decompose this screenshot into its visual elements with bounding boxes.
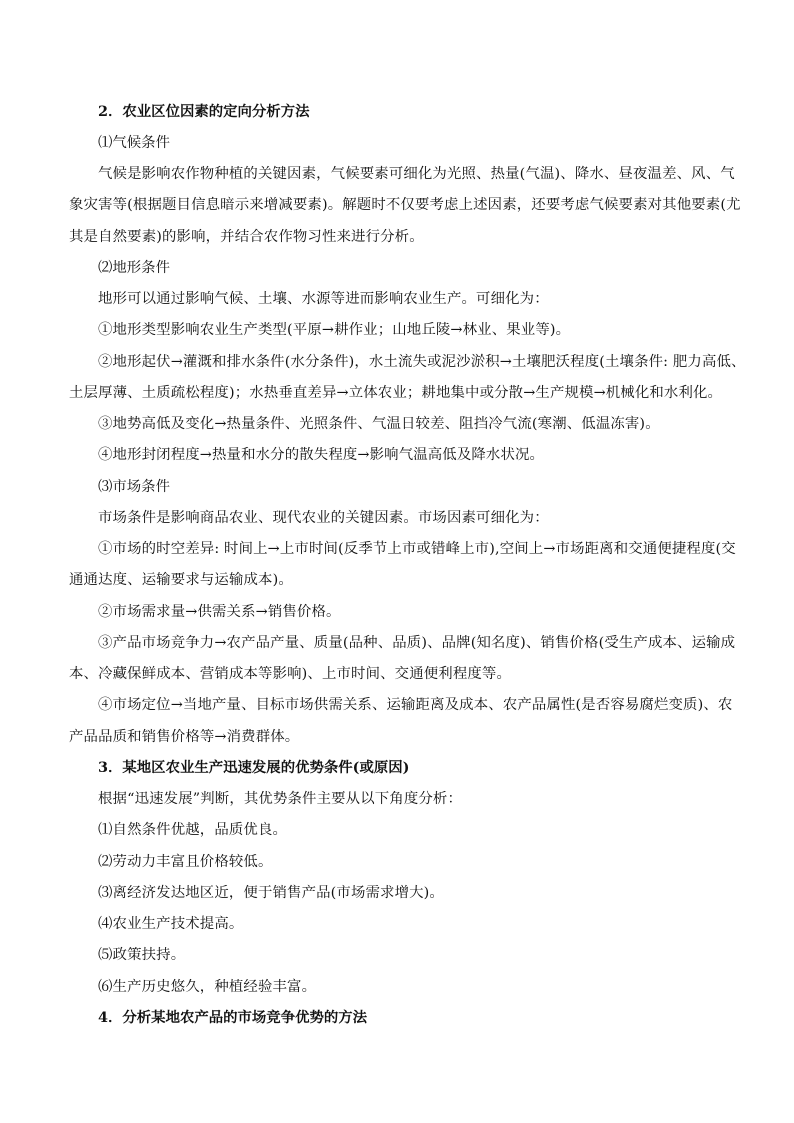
section-3-intro: 根据“迅速发展”判断，其优势条件主要从以下角度分析： <box>98 791 462 807</box>
section-3-item-2: ⑵劳动力丰富且价格较低。 <box>98 854 273 870</box>
terrain-intro: 地形可以通过影响气候、土壤、水源等进而影响农业生产。可细化为： <box>98 291 549 307</box>
market-item-4-line-1: ④市场定位→当地产量、目标市场供需关系、运输距离及成本、农产品属性(是否容易腐烂变质)、农 <box>98 697 733 713</box>
climate-paragraph-line-3: 其是自然要素)的影响，并结合农作物习性来进行分析。 <box>69 229 424 245</box>
section-3-item-5: ⑸政策扶持。 <box>98 947 186 963</box>
market-item-2: ②市场需求量→供需关系→销售价格。 <box>98 604 341 620</box>
climate-subtitle: ⑴气候条件 <box>98 135 170 151</box>
market-intro: 市场条件是影响商品农业、现代农业的关键因素。市场因素可细化为： <box>98 510 549 526</box>
section-3-item-3: ⑶离经济发达地区近，便于销售产品(市场需求增大)。 <box>98 885 444 901</box>
terrain-item-2-line-1: ②地形起伏→灌溉和排水条件(水分条件)，水土流失或泥沙淤积→土壤肥沃程度(土壤条件: 肥力高低、 <box>98 354 746 370</box>
section-3-title: 3．某地区农业生产迅速发展的优势条件(或原因) <box>98 759 410 776</box>
market-item-1-line-2: 通通达度、运输要求与运输成本)。 <box>69 572 293 588</box>
market-item-1-line-1: ①市场的时空差异: 时间上→上市时间(反季节上市或错峰上市),空间上→市场距离和交通便捷程度(交 <box>98 541 736 557</box>
climate-paragraph-line-2: 象灾害等(根据题目信息暗示来增减要素)。解题时不仅要考虑上述因素，还要考虑气候要素对其他要素(尤 <box>69 197 741 213</box>
market-item-4-line-2: 产品品质和销售价格等→消费群体。 <box>69 729 300 745</box>
terrain-item-1: ①地形类型影响农业生产类型(平原→耕作业；山地丘陵→林业、果业等)。 <box>98 322 571 338</box>
section-2-title: 2．农业区位因素的定向分析方法 <box>98 103 310 120</box>
section-3-item-4: ⑷农业生产技术提高。 <box>98 916 244 932</box>
market-subtitle: ⑶市场条件 <box>98 479 170 495</box>
terrain-item-2-line-2: 土层厚薄、土质疏松程度)；水热垂直差异→立体农业；耕地集中或分散→生产规模→机械化和水利化。 <box>69 385 723 401</box>
section-3-item-1: ⑴自然条件优越，品质优良。 <box>98 822 288 838</box>
terrain-item-3: ③地势高低及变化→热量条件、光照条件、气温日较差、阻挡冷气流(寒潮、低温冻害)。 <box>98 416 660 432</box>
terrain-item-4: ④地形封闭程度→热量和水分的散失程度→影响气温高低及降水状况。 <box>98 447 545 463</box>
section-3-item-6: ⑹生产历史悠久，种植经验丰富。 <box>98 979 317 995</box>
market-item-3-line-1: ③产品市场竞争力→农产品产量、质量(品种、品质)、品牌(知名度)、销售价格(受生产成本、运输成 <box>98 635 736 651</box>
market-item-3-line-2: 本、冷藏保鲜成本、营销成本等影响)、上市时间、交通便利程度等。 <box>69 666 511 682</box>
terrain-subtitle: ⑵地形条件 <box>98 260 170 276</box>
climate-paragraph-line-1: 气候是影响农作物种植的关键因素，气候要素可细化为光照、热量(气温)、降水、昼夜温差、风、气 <box>98 166 735 182</box>
section-4-title: 4．分析某地农产品的市场竞争优势的方法 <box>98 1009 368 1026</box>
